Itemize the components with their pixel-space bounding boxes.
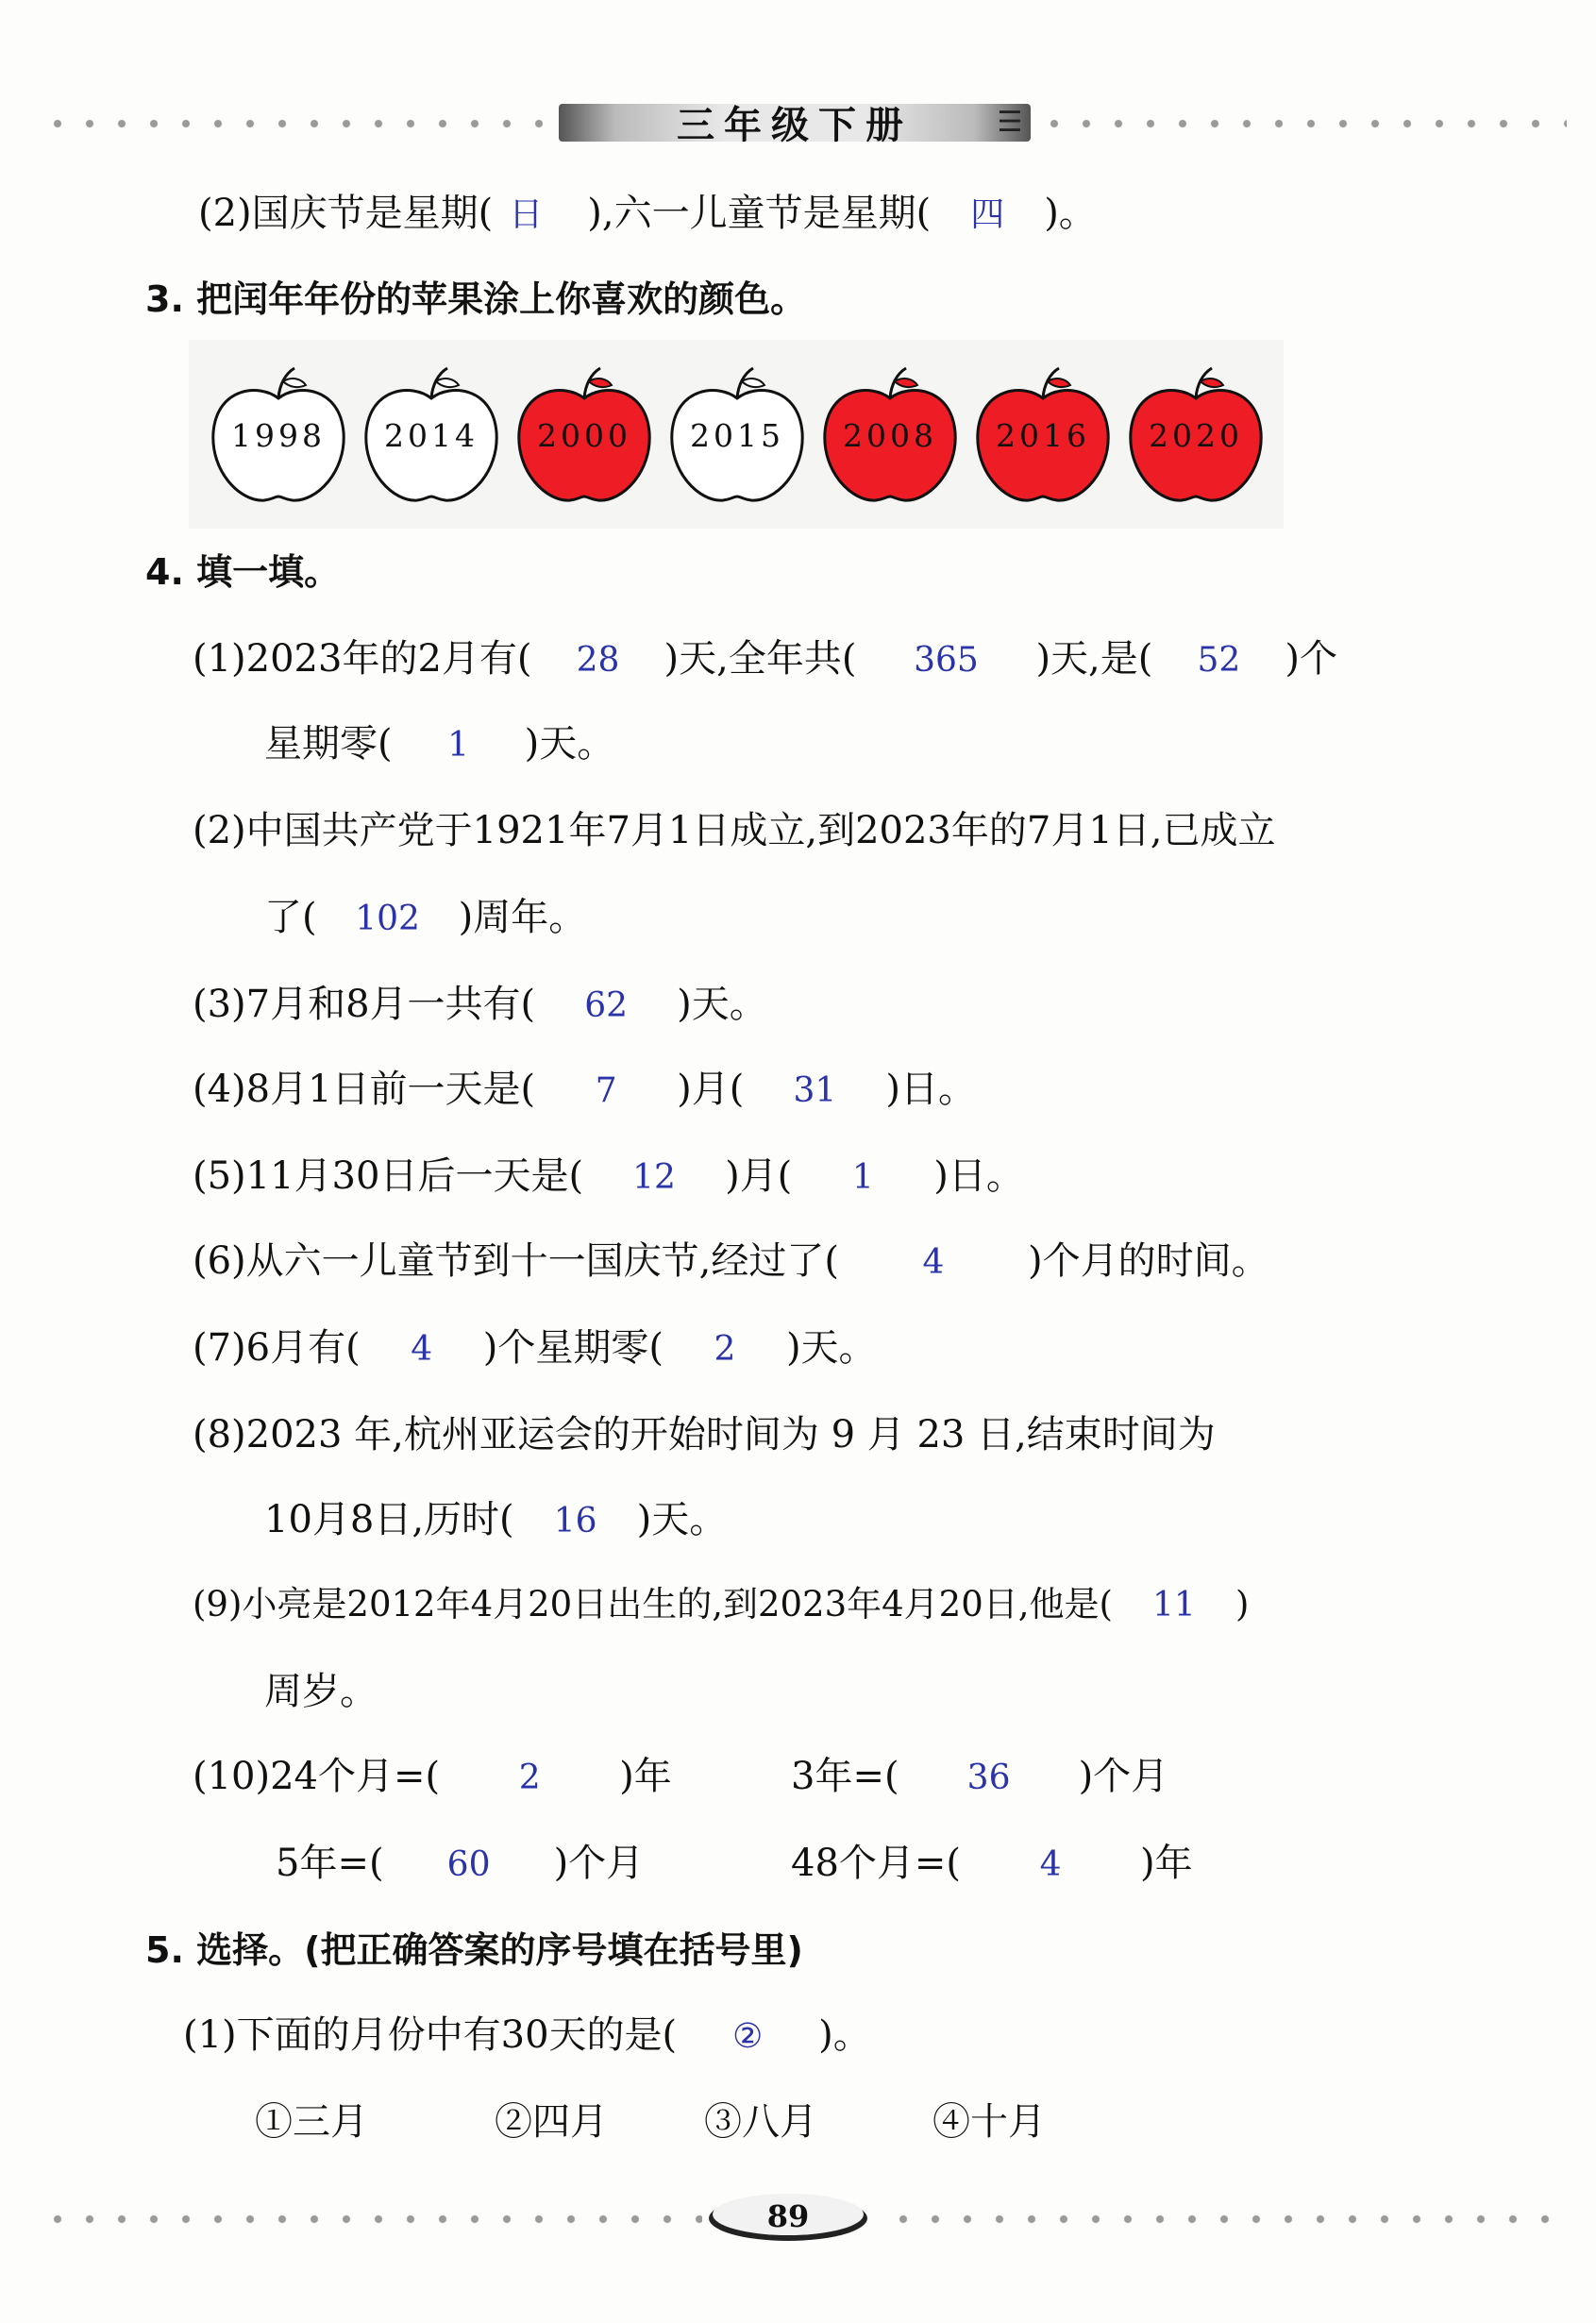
apple-2020 [1125, 359, 1267, 510]
header-right-icon: ☰ [997, 106, 1023, 139]
q5-option-2: ②四月 [495, 2100, 608, 2144]
page-number: 89 [766, 2198, 810, 2234]
answer-blank: 365 [914, 641, 979, 680]
answer-blank: ② [732, 2017, 764, 2056]
q4-item-10-row1b: 3年=( 36 )个月 [791, 1748, 1168, 1807]
apple-2014 [361, 359, 502, 510]
q5-option-3: ③八月 [704, 2100, 817, 2144]
apple-2008 [819, 359, 961, 510]
q5-item-1: (1)下面的月份中有30天的是( ② )。 [183, 2007, 871, 2065]
q4-item-3: (3)7月和8月一共有( 62 )天。 [193, 976, 767, 1035]
answer-blank: 36 [966, 1759, 1011, 1797]
footer-dots-right [887, 2214, 1567, 2224]
q4-item-6: (6)从六一儿童节到十一国庆节,经过了( 4 )个月的时间。 [193, 1233, 1269, 1291]
answer-blank: 11 [1152, 1586, 1196, 1624]
q4-item-1-cont: 星期零( 1 )天。 [264, 715, 614, 774]
apple-year-label: 2000 [537, 417, 631, 454]
apple-2000 [513, 359, 655, 510]
q4-item-9-cont: 周岁。 [264, 1670, 378, 1713]
answer-blank: 16 [553, 1502, 597, 1540]
q2-item-2: (2)国庆节是星期( 日 ),六一儿童节是星期( 四 )。 [198, 185, 1097, 244]
answer-blank: 4 [411, 1330, 433, 1369]
q5-option-4: ④十月 [932, 2100, 1046, 2144]
answer-blank: 7 [595, 1071, 617, 1110]
q4-item-10-row2: 5年=( 60 )个月 [276, 1835, 644, 1894]
q3-title: 3. 把闰年年份的苹果涂上你喜欢的颜色。 [145, 278, 807, 320]
q5-option-1: ①三月 [255, 2100, 368, 2144]
apple-year-label: 1998 [231, 417, 326, 454]
answer-blank: 四 [970, 195, 1005, 234]
apple-2015 [666, 359, 808, 510]
apple-year-label: 2020 [1149, 417, 1243, 454]
apple-year-label: 2016 [996, 417, 1090, 454]
q4-item-10-row1: (10)24个月=( 2 )年 [193, 1748, 672, 1807]
q4-item-10-row2b: 48个月=( 4 )年 [791, 1835, 1193, 1894]
q4-item-2: (2)中国共产党于1921年7月1日成立,到2023年的7月1日,已成立 [193, 809, 1276, 852]
answer-blank: 60 [446, 1845, 491, 1884]
q4-item-7: (7)6月有( 4 )个星期零( 2 )天。 [193, 1320, 877, 1378]
apple-2016 [972, 359, 1114, 510]
answer-blank: 4 [922, 1243, 945, 1282]
header-dots-left [42, 119, 551, 128]
page-number-badge [703, 2188, 873, 2245]
q4-title: 4. 填一填。 [145, 551, 341, 593]
q4-item-5: (5)11月30日后一天是( 12 )月( 1 )日。 [193, 1148, 1024, 1206]
q4-item-8: (8)2023 年,杭州亚运会的开始时间为 9 月 23 日,结束时间为 [193, 1413, 1216, 1456]
q4-item-2-cont: 了( 102 )周年。 [264, 889, 586, 948]
answer-blank: 4 [1039, 1845, 1062, 1884]
answer-blank: 102 [355, 900, 420, 938]
apple-year-label: 2008 [843, 417, 937, 454]
answer-blank: 52 [1197, 641, 1241, 680]
answer-blank: 2 [518, 1759, 541, 1797]
answer-blank: 12 [632, 1158, 676, 1197]
apple-panel [189, 340, 1284, 529]
q4-item-1: (1)2023年的2月有( 28 )天,全年共( 365 )天,是( 52 )个 [193, 631, 1337, 689]
answer-blank: 2 [714, 1330, 736, 1369]
q4-item-9: (9)小亮是2012年4月20日出生的,到2023年4月20日,他是( 11 ) [193, 1576, 1249, 1634]
answer-blank: 日 [509, 195, 544, 234]
apple-year-label: 2014 [384, 417, 479, 454]
q5-title: 5. 选择。(把正确答案的序号填在括号里) [145, 1929, 803, 1971]
apple-year-label: 2015 [690, 417, 784, 454]
answer-blank: 62 [584, 986, 629, 1025]
answer-blank: 1 [447, 726, 470, 765]
apple-1998 [208, 359, 349, 510]
header-banner [559, 98, 1031, 145]
answer-blank: 1 [851, 1158, 874, 1197]
footer-dots-left [42, 2214, 702, 2224]
header-dots-right [1038, 119, 1567, 128]
answer-blank: 28 [576, 641, 620, 680]
q4-item-8-cont: 10月8日,历时( 16 )天。 [264, 1491, 727, 1550]
answer-blank: 31 [793, 1071, 837, 1110]
q4-item-4: (4)8月1日前一天是( 7 )月( 31 )日。 [193, 1061, 976, 1119]
header-title: 三年级下册 [677, 103, 913, 147]
